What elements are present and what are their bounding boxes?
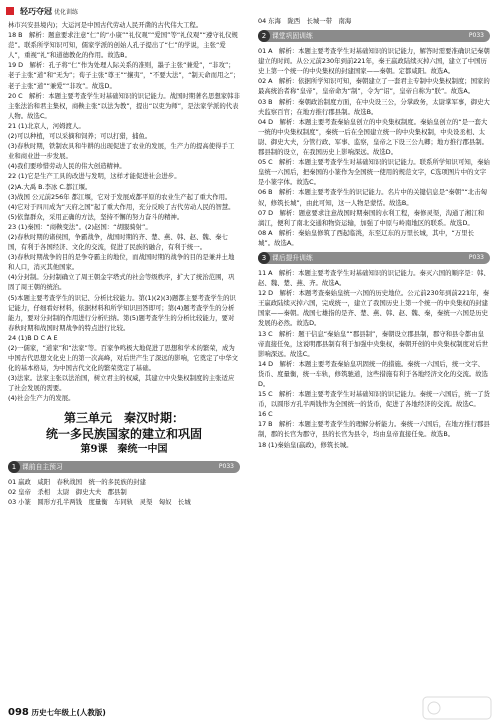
unit-title bbox=[8, 410, 240, 442]
answer-line: 03 B 解析：秦朝政治制度方面，在中央设三公，分掌政务，太尉掌军事，御史大夫监察百官；在地方推行郡县制。故选B。 bbox=[258, 97, 490, 116]
answer-line: (2)春秋时期的诸侯国，争霸战争，战国时期的齐、楚、燕、韩、赵、魏、秦七国，有利于各国经济、文化的交流，促进了民族的融合，有利于统一。 bbox=[8, 232, 228, 252]
answer-line: 24 (1)B D C A E bbox=[8, 333, 58, 342]
answer-line: 16 C bbox=[258, 410, 273, 419]
logo-text: 轻巧夺冠 优化训练 bbox=[20, 6, 79, 16]
answer-line: 05 C 解析：本题主要考查学生对基础知识的识记能力。联系所学知识可知，秦始皇统一六国后，把秦国的小篆作为全国统一使用的规范文字，C选项图片中的文字是小篆字体。故选C。 bbox=[258, 158, 490, 187]
header bbox=[6, 4, 78, 18]
prep-answer-list bbox=[8, 477, 240, 507]
footer bbox=[8, 707, 106, 718]
answer-line: 19 D 解析：孔子将“仁”作为处理人际关系的准则，墨子主张“兼爱”，“非攻”；老子主张“道”和“无为”；荀子主张“尊王”“攘夷”，“不要大法”，“制天命而用之”；老子主张“道”“兼爱”“非攻”。故选D。 bbox=[8, 61, 240, 90]
left-column bbox=[8, 20, 240, 507]
section-number-badge: 2 bbox=[258, 30, 270, 42]
answer-line: (3)法家。法家主张以法治国，树立君主的权威，其建立中央集权制度的主张适应了社会发展的需要。 bbox=[8, 374, 235, 393]
answer-line: 22 (1)它是生产工具的改进与发明，这样才能促进社会进步。 bbox=[8, 172, 181, 181]
answer-line: 08 A 解析：秦始皇修筑了西起临洮，东至辽东的万里长城，其中，“万里长城”。故选A。 bbox=[258, 228, 474, 247]
unit-title-line-2: 统一多民族国家的建立和巩固 bbox=[45, 426, 202, 441]
answer-line: 14 D 解析：本题主要考查秦始皇巩固统一的措施。秦统一六国后，统一文字、货币、度量衡，统一车轨，修筑驰道，这些措施有利于各地经济文化的交流。故选D。 bbox=[258, 359, 489, 388]
answer-line: 13 C 解析：题干信息“秦始皇”“郡县制”，秦朝设立郡县制，郡守和县令都由皇帝直接任免，这说明郡县制有利于加强中央集权，秦朝开创的中央集权制度对后世影响深远。故选C。 bbox=[258, 329, 489, 358]
answer-line: (4)我们要珍惜劳动人民的伟大创造精神。 bbox=[8, 162, 126, 171]
book-title: 历史七年级上(人教版) bbox=[31, 708, 106, 717]
section-label: 课后提升训练 bbox=[272, 253, 313, 262]
classwork-answer-list bbox=[258, 46, 490, 248]
answer-line: 18 B 解析：题意要求注意“仁”的“小康”“礼仪观”“爱国”等“礼仪观”“遵守礼仪规范”。联系所学知识可知，儒家学派的创始人孔子提出了“仁”的学说，主张“爱人”，重视“礼”和道德教化的作用。故选B。 bbox=[8, 31, 238, 60]
section-bar-classwork bbox=[258, 30, 490, 42]
answer-line: 01 嬴政 咸阳 春秋战国 统一的多民族的封建 bbox=[8, 477, 146, 486]
answer-line: (2)可以种植，可以采摘和饲养；可以打猎，捕鱼。 bbox=[8, 132, 152, 141]
answer-line: 06 B 解析：本题主要考查学生的识记能力。名片中的关键信息是“秦朝”“北击匈奴，修筑长城”，由此可知，这一人物是蒙恬。故选B。 bbox=[258, 188, 487, 207]
page-number: 098 bbox=[8, 707, 29, 718]
answer-line: 04 东海 陇西 长城一带 南海 bbox=[258, 17, 352, 25]
left-answer-list bbox=[8, 20, 240, 404]
answer-line: (5)本题主要考查学生的识记、分析比较能力。第(1)(2)(3)题都主要考查学生的识记能力，仔细看好材料，依据材料和所学知识回答即可；第(4)题考查学生的分析能力，要对分封制的作用进行分析归纳。第(5)题考查学生的分析比较能力，要对春秋时期和战国时期战争的特点进行比较。 bbox=[8, 293, 236, 332]
answer-line: (2)A.大禹 B.李冰 C.都江堰。 bbox=[8, 182, 92, 191]
answer-line: (4)它对于四川成为“天府之国”起了重大作用，充分反映了古代劳动人民的智慧。 bbox=[8, 202, 235, 211]
answer-line: (4)分封制。分封制确立了周王朝金字塔式的社会等级秩序，扩大了统治范围，巩固了周王朝的统治。 bbox=[8, 273, 235, 292]
answer-line: 01 A 解析：本题主要考查学生对基础知识的识记能力，解答时需要准确识记秦朝建立的时间。从公元前230年到前221年，秦王嬴政陆续灭掉六国，建立了中国历史上第一个统一的中央集权的封建国家——秦朝。定都咸阳。故选A。 bbox=[258, 47, 490, 76]
section-label: 课前自主预习 bbox=[22, 462, 63, 471]
lesson-title: 第9课 秦统一中国 bbox=[80, 443, 168, 455]
answer-line: 11 A 解析：本题主要考查学生对基础知识的识记能力。秦灭六国的顺序是：韩、赵、魏、楚、燕、齐。故选A。 bbox=[258, 268, 490, 288]
section-label: 课堂巩固训练 bbox=[272, 32, 313, 41]
answer-line: 20 C 解析：本题主要考查学生对基础知识的识记能力。战国时期著名思想家韩非主张法治和君主集权，商鞅主张“以法为教”，提出“以吏为师”，是法家学派的代表人物。故选C。 bbox=[8, 91, 240, 120]
section-page-ref: P033 bbox=[468, 253, 484, 261]
answer-line: (3)战国 公元前256年 都江堰，它对于发展成都平原的农业生产起了重大作用。 bbox=[8, 192, 232, 201]
answer-line: 21 (1)北京人，河姆渡人。 bbox=[8, 121, 85, 130]
logo-icon bbox=[6, 7, 14, 15]
answer-line: 17 B 解析：本题主要考查学生的理解分析能力。秦统一六国后，在地方推行郡县制，郡的长官为郡守，县的长官为县令，均由皇帝直接任免。故选B。 bbox=[258, 420, 490, 439]
answer-line: (2)一儒家，“道家”和“法家”等。百家争鸣极大地促进了思想和学术的繁荣，成为中国古代思想文化史上的第一次高峰，对后世产生了深远的影响，它奠定了中华文化的基本格局，为中国古代文化的繁荣奠定了基础。 bbox=[8, 344, 239, 373]
answer-line: 12 D 解析：本题考查秦始皇统一六国的历史地位。公元前230年到前221年，秦王嬴政陆续灭掉六国，完成统一，建立了我国历史上第一个统一的中央集权的封建国家——秦朝。战国七雄指的是齐、楚、燕、韩、赵、魏、秦，秦统一六国是历史发展的必然。故选D。 bbox=[258, 289, 490, 328]
unit-title-line-1: 第三单元 秦汉时期： bbox=[63, 410, 184, 425]
section-page-ref: P033 bbox=[218, 462, 234, 470]
answer-line: 02 皇帝 杀相 太尉 御史大夫 郡县制 bbox=[8, 487, 127, 496]
watermark-icon bbox=[422, 696, 492, 720]
section-number-badge: 3 bbox=[258, 252, 270, 264]
answer-line: (4)社会生产力的发展。 bbox=[8, 394, 75, 403]
section-page-ref: P033 bbox=[468, 32, 484, 40]
answer-line: (3)春秋时期战争的目的是争夺霸主的地位，而战国时期的战争的目的是兼并土地和人口，消灭其他国家。 bbox=[8, 253, 235, 272]
answer-line: (3)春秋时期，铁制农具和牛耕的出现促进了农业的发展，生产力的提高使得手工业和商业进一步发展。 bbox=[8, 142, 235, 161]
answer-line: 02 A 解析：依据所学知识可知，秦朝建立了一套君主专制中央集权制度；国家的最高统治者称“皇帝”，皇帝命为“制”，令为“诏”，皇帝自称为“朕”。故选A。 bbox=[258, 77, 490, 96]
homework-answer-list bbox=[258, 268, 490, 450]
answer-line: 18 (1)秦始皇(嬴政)，修筑长城。 bbox=[258, 440, 353, 449]
section-bar-preview bbox=[8, 461, 240, 473]
answer-line: 23 (1)秦国：“商鞅变法”。(2)赵国：“胡服骑射”。 bbox=[8, 222, 152, 231]
section-bar-homework bbox=[258, 252, 490, 264]
answer-line: 04 D 解析：本题主要考查秦始皇创立的中央集权制度。秦始皇创立的“是一套大一统的中央集权制度”，秦统一后在全国建立统一的中央集权制，中央设丞相、太尉、御史大夫，分管行政、军事、监察，皇帝之下设三公九卿；地方推行郡县制。郡县制的设立，在我国历史上影响深远。故选D。 bbox=[258, 117, 489, 157]
answer-line: 15 C 解析：本题主要考查学生对基础知识的识记能力。秦统一六国后，统一了货币，以圆形方孔半两钱作为全国统一的货币，促进了各地经济的交流。故选C。 bbox=[258, 390, 490, 409]
section-number-badge: 1 bbox=[8, 461, 20, 473]
right-column bbox=[258, 16, 490, 450]
answer-line: 03 小篆 圆形方孔半两钱 度量衡 车同轨 灵渠 匈奴 长城 bbox=[8, 497, 191, 506]
answer-line: 林市兴安县境内)；大运河是中国古代劳动人民开凿的古代伟大工程。 bbox=[8, 21, 203, 29]
answer-line: (5)依靠群众，采用正确的方法，坚持不懈的努力奋斗的精神。 bbox=[8, 212, 184, 221]
answer-line: 07 D 解析：题意要求注意战国时期秦国的水利工程，秦修灵渠，沟通了湘江和漓江，便利了南北交通和物资运输，加强了中原与岭南地区的联系。故选D。 bbox=[258, 208, 484, 227]
